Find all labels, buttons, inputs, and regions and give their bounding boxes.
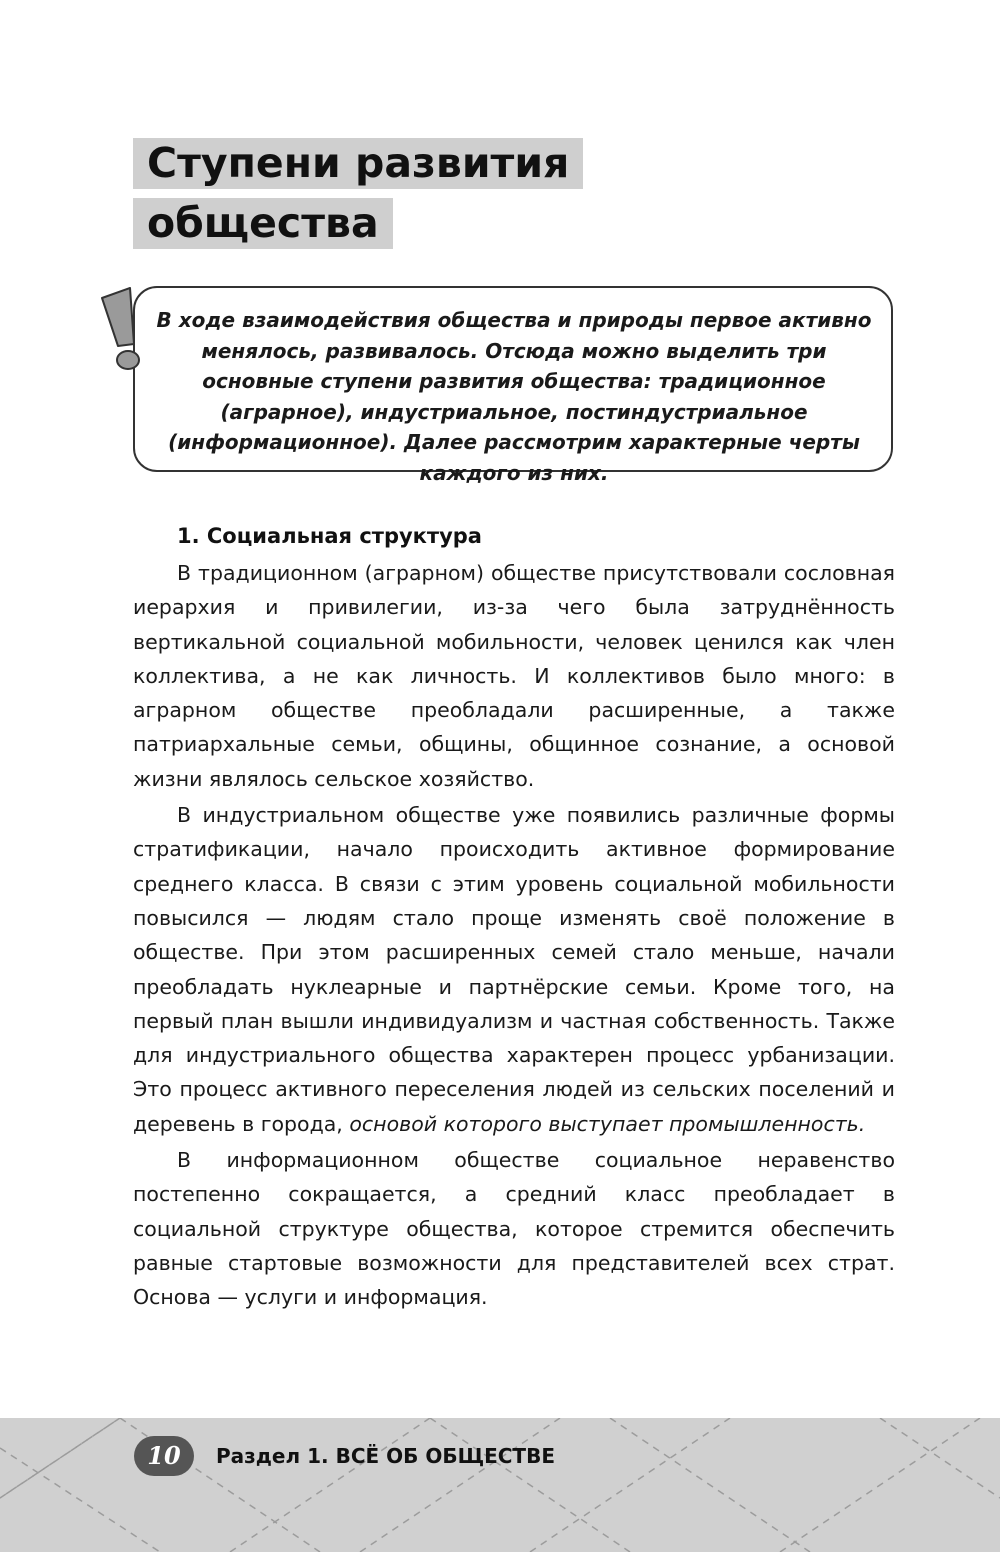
page-title <box>133 138 583 249</box>
paragraph-1 <box>133 556 895 796</box>
callout-box <box>133 286 893 485</box>
paragraph-3-text: В информационном обществе социальное неравенство постепенно сокращается, а средний класс преобладает в социальной структуре общества, которое стремится обеспечить равные стартовые возможности для представителей всех страт. Основа — услуги и информация. <box>133 1148 895 1310</box>
title-line-1: Ступени развития <box>133 138 583 189</box>
page-footer <box>0 1418 1000 1552</box>
paragraph-1-text: В традиционном (аграрном) обществе присутствовали сословная иерархия и привилегии, из-за чего была затруднённость вертикальной социальной мобильности, человек ценился как член коллектива, а не как личность. И коллективов было много: в аграрном обществе преобладали расширенные, а также патриархальные семьи, общины, общинное сознание, а основой жизни являлось сельское хозяйство. <box>133 561 895 791</box>
section-heading: 1. Социальная структура <box>177 524 482 548</box>
paragraph-2-text: В индустриальном обществе уже появились различные формы стратификации, начало происходить активное формирование среднего класса. В связи с этим уровень социальной мобильности повысился — людям стало проще изменять своё положение в обществе. При этом расширенных семей стало меньше, начали преобладать нуклеарные и партнёрские семьи. Кроме того, на первый план вышли индивидуализм и частная собственность. Также для индустриального общества характерен процесс урбанизации. Это процесс активного переселения людей из сельских поселений и деревень в города, <box>133 803 895 1136</box>
paragraph-2-italic: основой которого выступает промышленность. <box>349 1111 866 1136</box>
title-line-2: общества <box>133 198 393 249</box>
main-content <box>133 518 895 1317</box>
exclamation-icon <box>96 286 150 376</box>
callout-text: В ходе взаимодействия общества и природы первое активно менялось, развивалось. Отсюда можно выделить три основные ступени развития общества: традиционное (аграрное), индустриальное, постиндустриальное (информационное). Далее рассмотрим характерные черты каждого из них. <box>156 308 872 485</box>
paragraph-2 <box>133 798 895 1141</box>
section-label: Раздел 1. ВСЁ ОБ ОБЩЕСТВЕ <box>216 1444 555 1468</box>
page-number: 10 <box>134 1436 194 1476</box>
paragraph-3 <box>133 1143 895 1314</box>
